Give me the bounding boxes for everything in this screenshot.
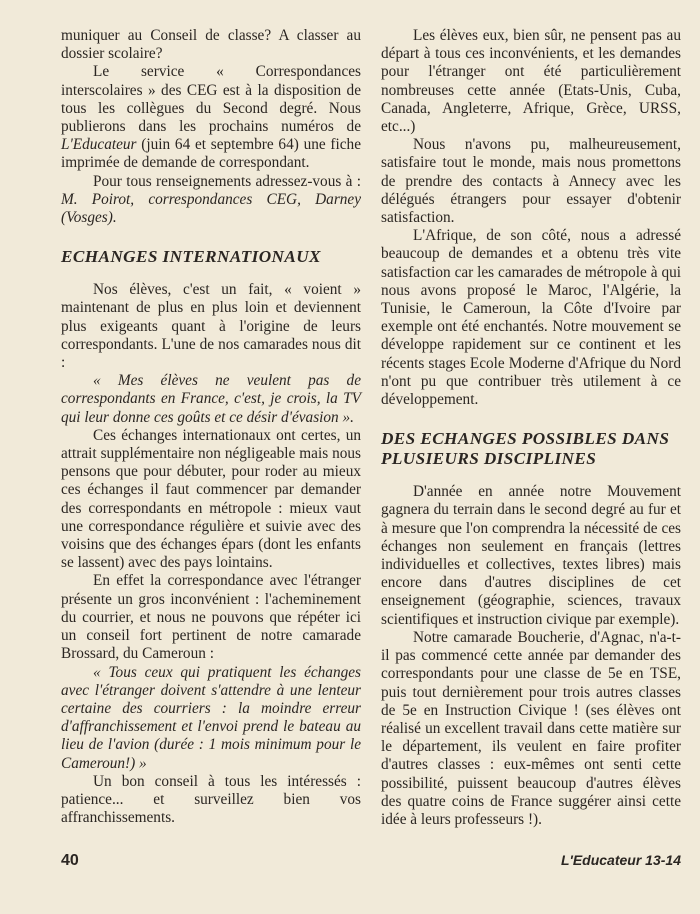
paragraph-text: Le service « Correspondances interscolaires » des CEG est à la disposition de tous les collègues du Second degré. Nous publierons dans les prochains numéros de: [61, 63, 361, 136]
page-footer: [61, 852, 681, 872]
paragraph: [61, 63, 361, 172]
paragraph: Notre camarade Boucherie, d'Agnac, n'a-t-il pas commencé cette année par demander des correspondants pour une classe de 5e en TSE, puis tout dernièrement pour trois autres classes de 5e en Instruction Civique ! (ses élèves ont réalisé un excellent travail dans cette matière sur le département, ils veulent en faire profiter d'autres classes : eux-mêmes ont senti cette possibilité, puissent beaucoup d'autres élèves des quatre coins de France suggérer ainsi cette idée à leurs professeurs !).: [381, 628, 681, 828]
quotation: [61, 664, 361, 773]
paragraph: muniquer au Conseil de classe? A classer au dossier scolaire?: [61, 27, 361, 63]
spacer: [61, 267, 361, 281]
contact-address: M. Poirot, correspondances CEG, Darney (Vosges).: [61, 190, 361, 227]
page-number: 40: [61, 852, 79, 869]
spacer: [381, 409, 681, 429]
paragraph: Ces échanges internationaux ont certes, un attrait supplémentaire non négligeable mais nous pensons que pour débuter, pour roder au mieux ces échanges il faut commencer par demander des correspondants en métropole : mieux vaut une correspondance régulière et suivie avec des voisins que des échanges épars (dont les enfants se lassent) avec des pays lointains.: [61, 426, 361, 572]
paragraph-text: Pour tous renseignements adressez-vous à :: [93, 172, 361, 190]
left-column: [61, 27, 361, 827]
paragraph: Un bon conseil à tous les intéressés : patience... et surveillez bien vos affranchissements.: [61, 772, 361, 827]
paragraph: Nos élèves, c'est un fait, « voient » maintenant de plus en plus loin et deviennent plus exigeants quant à l'origine de leurs correspondants. L'une de nos camarades nous dit :: [61, 281, 361, 372]
running-title: L'Educateur 13-14: [560, 852, 681, 868]
section-heading: ECHANGES INTERNATIONAUX: [61, 247, 321, 267]
spacer: [61, 227, 361, 247]
paragraph: L'Afrique, de son côté, nous a adressé beaucoup de demandes et a obtenu très vite satisfaction car les camarades de métropole à qui nous avons proposé le Maroc, l'Algérie, la Tunisie, le Cameroun, la Côte d'Ivoire par exemple ont été enchantés. Notre mouvement se développe rapidement sur ce continent et les récents stages Ecole Moderne d'Afrique du Nord n'ont pu que contribuer très utilement à ce développement.: [381, 227, 681, 409]
right-column: [381, 27, 681, 829]
paragraph: Nous n'avons pu, malheureusement, satisfaire tout le monde, mais nous promettons de prendre des contacts à Annecy avec les délégués étrangers pour essayer d'obtenir satisfaction.: [381, 136, 681, 227]
section-heading: DES ECHANGES POSSIBLES DANS PLUSIEURS DISCIPLINES: [381, 429, 670, 469]
paragraph: [61, 173, 361, 228]
paragraph: D'année en année notre Mouvement gagnera du terrain dans le second degré au fur et à mesure que l'on comprendra la nécessité de ces échanges non seulement en français (lettres individuelles et collectives, textes libres) mais encore dans d'autres disciplines de cet enseignement (géographie, sciences, travaux scientifiques et instruction civique par exemple).: [381, 483, 681, 628]
paragraph-text: (juin 64 et septembre 64) une fiche imprimée de demande de correspondant.: [61, 136, 361, 172]
paragraph: Les élèves eux, bien sûr, ne pensent pas au départ à tous ces inconvénients, et les demandes pour l'étranger ont été particulièrement nombreuses cette année (Etats-Unis, Cuba, Canada, Angleterre, Afrique, Grèce, URSS, etc...): [381, 27, 681, 136]
quotation: [61, 372, 361, 427]
paragraph: En effet la correspondance avec l'étranger présente un gros inconvénient : l'acheminement du courrier, et nous ne pouvons que répéter ici un conseil fort pertinent de notre camarade Brossard, du Cameroun :: [61, 572, 361, 663]
quote-text: « Tous ceux qui pratiquent les échanges avec l'étranger doivent s'attendre à une lenteur certaine des courriers : la moindre erreur d'affranchissement et l'envoi prend le bateau au lieu de l'avion (durée : 1 mois minimum pour le Cameroun!) »: [61, 663, 361, 772]
quote-text: « Mes élèves ne veulent pas de correspondants en France, c'est, je crois, la TV qui leur donne ces goûts et ce désir d'évasion ».: [61, 372, 361, 426]
spacer: [381, 469, 681, 483]
journal-title: L'Educateur: [61, 136, 137, 154]
